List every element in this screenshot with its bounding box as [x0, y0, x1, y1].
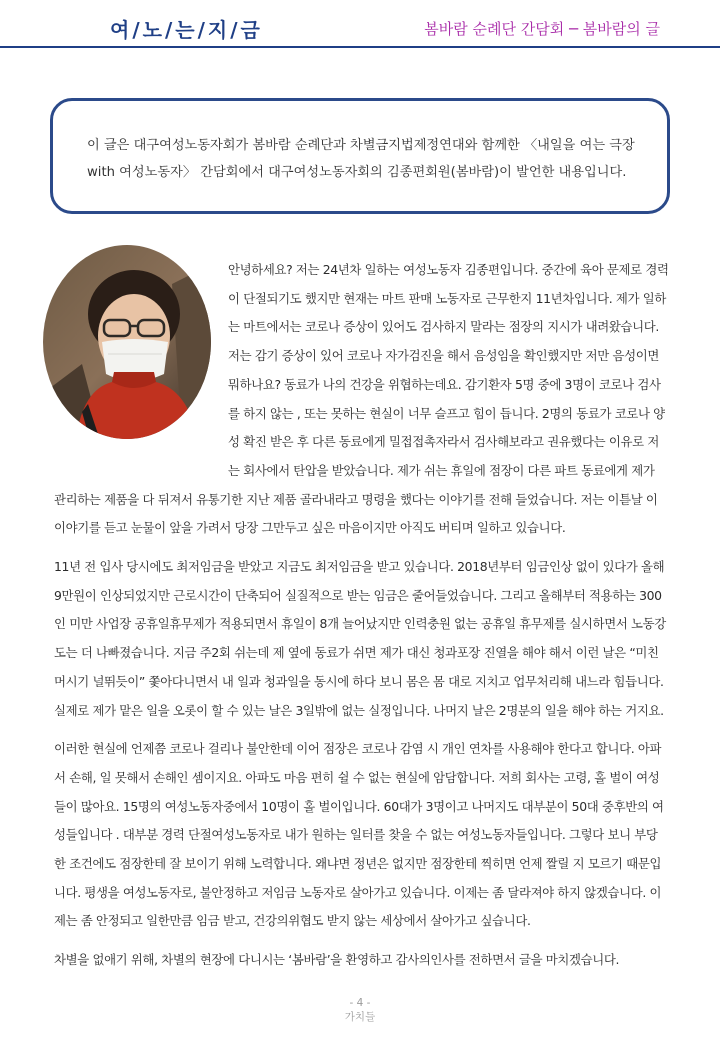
- intro-box: [50, 98, 670, 214]
- header-divider: [0, 46, 720, 48]
- paragraph: 안녕하세요? 저는 24년차 일하는 여성노동자 김종편입니다. 중간에 육아 문제로 경력이 단절되기도 했지만 현재는 마트 판매 노동자로 근무한지 11년차입니다. 제가 일하는 마트에서는 코로나 증상이 있어도 검사하지 말라는 점장의 지시가 내려왔습니다. 저는 감기 증상이 있어 코로나 자가검진을 해서 음성임을 확인했지만 저만 음성이면 뭐하나요? 동료가 나의 건강을 위협하는데요. 감기환자 5명 중에 3명이 코로나 검사를 하지 않는 , 또는 못하는 현실이 너무 슬프고 힘이 듭니다. 2명의 동료가 코로나 양성 확진 받은 후 다른 동료에게 밀접접촉자라서 검사해보라고 권유했다는 이유로 저는 회사에서 탄압을 받았습니다. 제가 쉬는 휴일에 점장이 다른 파트 동료에게 제가 관리하는 제품을 다 뒤져서 유통기한 지난 제품 골라내라고 명령을 했다는 이야기를 전해 들었습니다. 저는 이튿날 이 이야기를 듣고 눈물이 앞을 가려서 당장 그만두고 싶은 마음이지만 아직도 버티며 일하고 있습니다.: [54, 262, 669, 536]
- article-body: [54, 256, 669, 975]
- intro-text: 이 글은 대구여성노동자회가 봄바람 순례단과 차별금지법제정연대와 함께한 〈내일을 여는 극장 with 여성노동자〉 간담회에서 대구여성노동자회의 김종편회원(봄바람)이 발언한 내용입니다.: [87, 138, 635, 180]
- publication-name: 가치들: [344, 1011, 376, 1023]
- paragraph: 차별을 없애기 위해, 차별의 현장에 다니시는 ‘봄바람’을 환영하고 감사의인사를 전하면서 글을 마치겠습니다.: [54, 952, 620, 968]
- page-footer: [0, 996, 720, 1024]
- page-number: - 4 -: [349, 997, 371, 1009]
- series-title: 봄바람 순례단 간담회 ─ 봄바람의 글: [424, 20, 660, 38]
- section-title: 여/노/는/지/금: [110, 18, 263, 42]
- paragraph: 11년 전 입사 당시에도 최저임금을 받았고 지금도 최저임금을 받고 있습니다. 2018년부터 임금인상 없이 있다가 올해 9만원이 인상되었지만 근로시간이 단축되어 실질적으로 받는 임금은 줄어들었습니다. 그리고 올해부터 적용하는 300인 미만 사업장 공휴일휴무제가 적용되면서 휴일이 8개 늘어났지만 인력충원 없는 공휴일 휴무제를 실시하면서 노동강도는 더 나빠졌습니다. 지금 주2회 쉬는데 제 옆에 동료가 쉬면 제가 대신 청과포장 진열을 해야 해서 이런 날은 “미친 머시기 널뛰듯이” 쫓아다니면서 내 일과 청과일을 동시에 하다 보니 몸은 몸 대로 지치고 업무처리해 내느라 힘듭니다. 실제로 제가 맡은 일을 오롯이 할 수 있는 날은 3일밖에 없는 실정입니다. 나머지 날은 2명분의 일을 해야 하는 거지요.: [54, 559, 666, 718]
- photo-float-space: [54, 256, 228, 482]
- paragraph: 이러한 현실에 언제쯤 코로나 걸리나 불안한데 이어 점장은 코로나 감염 시 개인 연차를 사용해야 한다고 합니다. 아파서 손해, 일 못해서 손해인 셈이지요. 아파도 마음 편히 쉴 수 없는 현실에 암담합니다. 저희 회사는 고령, 홀 벌이 여성들이 많아요. 15명의 여성노동자중에서 10명이 홀 벌이입니다. 60대가 3명이고 나머지도 대부분이 50대 중후반의 여성들입니다 . 대부분 경력 단절여성노동자로 내가 원하는 일터를 찾을 수 없는 여성노동자들입니다. 그렇다 보니 부당한 조건에도 점장한테 잘 보이기 위해 노력합니다. 왜냐면 정년은 없지만 점장한테 찍히면 언제 짤릴 지 모르기 때문입니다. 평생을 여성노동자로, 불안정하고 저임금 노동자로 살아가고 있습니다. 이제는 좀 달라져야 하지 않겠습니다. 이제는 좀 안정되고 일한만큼 임금 받고, 건강의위협도 받지 않는 세상에서 살아가고 싶습니다.: [54, 741, 664, 929]
- page-header: [0, 0, 720, 62]
